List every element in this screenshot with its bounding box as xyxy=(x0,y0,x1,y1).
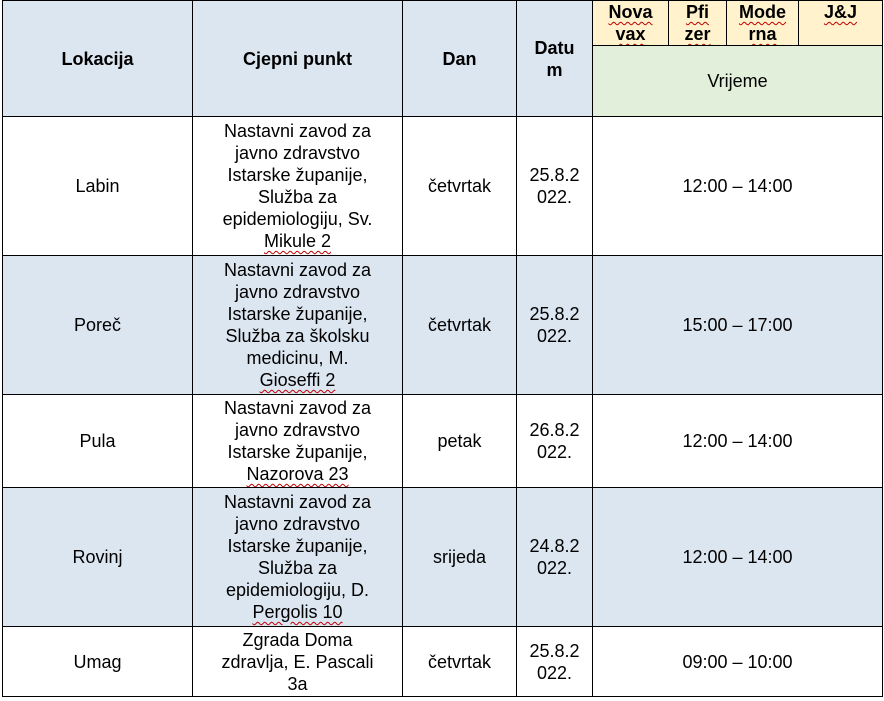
cell-datum xyxy=(517,627,593,697)
cell-datum xyxy=(517,488,593,627)
punkt-line: Služba za xyxy=(257,187,338,207)
header-vaccine-moderna xyxy=(727,1,799,46)
datum-line1: 26.8.2 xyxy=(529,420,580,440)
cell-vrijeme: 12:00 – 14:00 xyxy=(593,395,883,488)
punkt-line: Istarske županije, xyxy=(227,442,368,462)
vaccine-label-line2: rna xyxy=(748,24,777,44)
punkt-line: Nastavni zavod za xyxy=(223,398,372,418)
header-datum-line1: Datu xyxy=(534,37,575,58)
punkt-line: javno zdravstvo xyxy=(234,420,361,440)
punkt-line xyxy=(199,601,396,623)
cell-dan: četvrtak xyxy=(403,117,517,256)
punkt-line: Nastavni zavod za xyxy=(223,121,372,141)
vaccine-label-line1: Pfi xyxy=(685,2,709,22)
punkt-line: Istarske županije, xyxy=(227,304,368,324)
punkt-line: javno zdravstvo xyxy=(234,143,361,163)
header-row xyxy=(3,1,883,46)
cell-dan: srijeda xyxy=(403,488,517,627)
header-vaccine-novavax xyxy=(593,1,669,46)
datum-line1: 25.8.2 xyxy=(529,304,580,324)
header-datum xyxy=(517,1,593,117)
cell-datum xyxy=(517,117,593,256)
cell-cjepni-punkt xyxy=(193,117,403,256)
table-row xyxy=(3,395,883,488)
cell-vrijeme: 15:00 – 17:00 xyxy=(593,256,883,395)
cell-vrijeme: 12:00 – 14:00 xyxy=(593,117,883,256)
header-datum-line2: m xyxy=(546,59,563,80)
datum-line1: 25.8.2 xyxy=(529,165,580,185)
cell-vrijeme: 09:00 – 10:00 xyxy=(593,627,883,697)
vaccine-label-line1: Nova xyxy=(608,2,653,22)
table-row xyxy=(3,117,883,256)
cell-lokacija: Labin xyxy=(3,117,193,256)
header-lokacija: Lokacija xyxy=(3,1,193,117)
header-cjepni-punkt: Cjepni punkt xyxy=(193,1,403,117)
cell-lokacija: Poreč xyxy=(3,256,193,395)
datum-line2: 022. xyxy=(536,326,573,346)
cell-datum xyxy=(517,256,593,395)
punkt-line: epidemiologiju, D. xyxy=(225,580,370,600)
header-dan: Dan xyxy=(403,1,517,117)
punkt-line: Služba za xyxy=(257,558,338,578)
punkt-line: zdravlja, E. Pascali xyxy=(221,651,374,672)
punkt-line-text: Mikule 2 xyxy=(263,231,332,251)
header-vaccine-jj xyxy=(799,1,883,46)
punkt-line: medicinu, M. xyxy=(246,348,349,368)
cell-dan: četvrtak xyxy=(403,256,517,395)
punkt-line: Istarske županije, xyxy=(227,165,368,185)
punkt-line: 3a xyxy=(287,673,308,694)
punkt-line xyxy=(199,463,396,485)
cell-dan: četvrtak xyxy=(403,627,517,697)
punkt-line-text: Pergolis 10 xyxy=(252,602,343,622)
cell-lokacija: Umag xyxy=(3,627,193,697)
punkt-line-text: Nazorova 23 xyxy=(246,464,349,484)
header-vrijeme: Vrijeme xyxy=(593,46,883,117)
cell-cjepni-punkt xyxy=(193,256,403,395)
cell-vrijeme: 12:00 – 14:00 xyxy=(593,488,883,627)
table-row xyxy=(3,627,883,697)
vaccination-schedule-table xyxy=(2,0,883,697)
datum-line2: 022. xyxy=(536,442,573,462)
datum-line2: 022. xyxy=(536,558,573,578)
cell-cjepni-punkt xyxy=(193,395,403,488)
cell-cjepni-punkt xyxy=(193,488,403,627)
punkt-line: javno zdravstvo xyxy=(234,282,361,302)
cell-lokacija: Rovinj xyxy=(3,488,193,627)
table-row xyxy=(3,256,883,395)
datum-line1: 25.8.2 xyxy=(529,640,580,661)
punkt-line xyxy=(199,369,396,391)
table-row xyxy=(3,488,883,627)
cell-lokacija: Pula xyxy=(3,395,193,488)
punkt-line: Zgrada Doma xyxy=(242,629,353,650)
datum-line2: 022. xyxy=(536,662,573,683)
cell-datum xyxy=(517,395,593,488)
datum-line1: 24.8.2 xyxy=(529,536,580,556)
punkt-line: Nastavni zavod za xyxy=(223,260,372,280)
cell-cjepni-punkt xyxy=(193,627,403,697)
vaccine-label-line2: vax xyxy=(615,24,646,44)
datum-line2: 022. xyxy=(536,187,573,207)
punkt-line: Služba za školsku xyxy=(225,326,370,346)
vaccine-label-line2: zer xyxy=(684,24,711,44)
punkt-line: Istarske županije, xyxy=(227,536,368,556)
cell-dan: petak xyxy=(403,395,517,488)
punkt-line-text: Gioseffi 2 xyxy=(259,370,336,390)
header-vaccine-pfizer xyxy=(669,1,727,46)
punkt-line: epidemiologiju, Sv. xyxy=(222,209,373,229)
vaccine-label-line1: Mode xyxy=(739,2,786,22)
vaccine-label-line1: J&J xyxy=(823,2,858,22)
punkt-line: javno zdravstvo xyxy=(234,514,361,534)
punkt-line xyxy=(199,230,396,252)
punkt-line: Nastavni zavod za xyxy=(223,492,372,512)
